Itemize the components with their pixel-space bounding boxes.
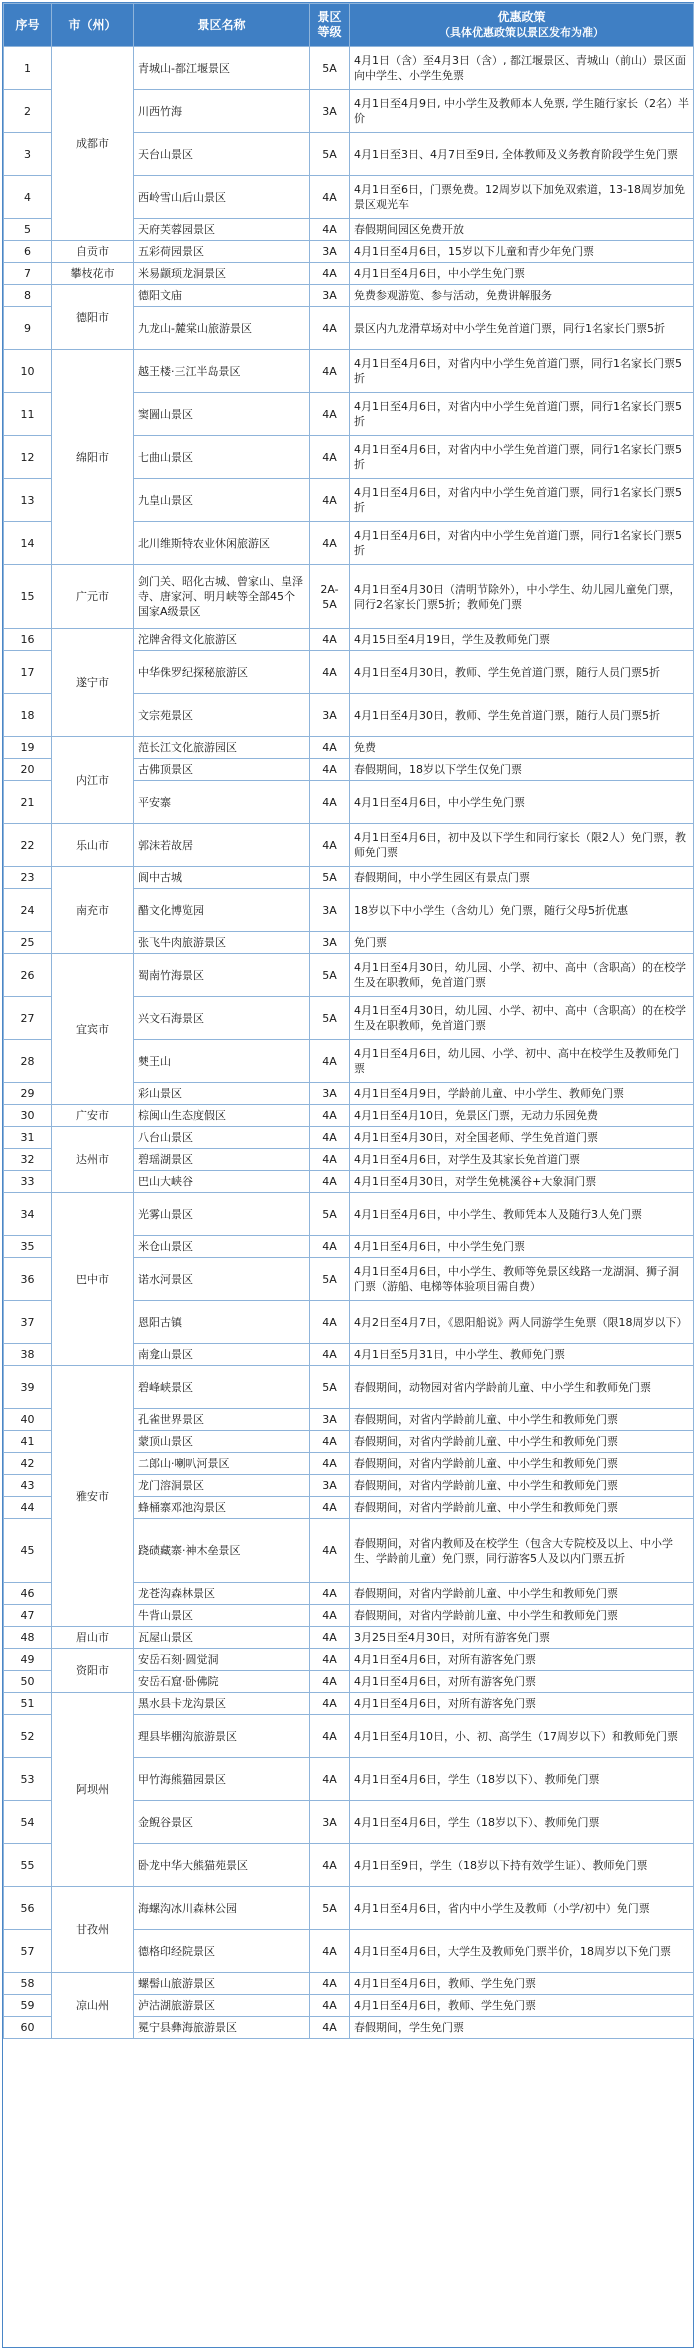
scenic-area-name: 僰王山	[134, 1040, 310, 1083]
scenic-area-name: 范长江文化旅游园区	[134, 737, 310, 759]
scenic-area-policy-table	[3, 3, 694, 2039]
table-row	[4, 1693, 694, 1715]
table-row	[4, 1193, 694, 1236]
scenic-area-name: 西岭雪山后山景区	[134, 176, 310, 219]
row-number: 59	[4, 1995, 52, 2017]
scenic-area-level: 4A	[310, 479, 350, 522]
discount-policy: 4月1日至4月30日，幼儿园、小学、初中、高中（含职高）的在校学生及在职教师，免首道门票	[350, 954, 694, 997]
scenic-area-level: 4A	[310, 263, 350, 285]
scenic-area-name: 蜀南竹海景区	[134, 954, 310, 997]
row-number: 1	[4, 47, 52, 90]
scenic-area-level: 3A	[310, 1409, 350, 1431]
discount-policy: 春假期间，对省内学龄前儿童、中小学生和教师免门票	[350, 1475, 694, 1497]
discount-policy: 4月1日至4月6日，对省内中小学生免首道门票，同行1名家长门票5折	[350, 393, 694, 436]
scenic-area-level: 4A	[310, 781, 350, 824]
scenic-area-name: 米易颛顼龙洞景区	[134, 263, 310, 285]
scenic-area-level: 4A	[310, 1715, 350, 1758]
scenic-area-level: 4A	[310, 176, 350, 219]
scenic-area-level: 4A	[310, 1127, 350, 1149]
discount-policy: 4月1日至4月30日，幼儿园、小学、初中、高中（含职高）的在校学生及在职教师，免首道门票	[350, 997, 694, 1040]
scenic-area-name: 碧瑶湖景区	[134, 1149, 310, 1171]
discount-policy: 4月1日至4月6日，幼儿园、小学、初中、高中在校学生及教师免门票	[350, 1040, 694, 1083]
scenic-area-name: 安岳石窟·卧佛院	[134, 1671, 310, 1693]
scenic-area-level: 4A	[310, 629, 350, 651]
scenic-area-name: 五彩荷园景区	[134, 241, 310, 263]
discount-policy: 4月1日至4月6日，对省内中小学生免首道门票，同行1名家长门票5折	[350, 479, 694, 522]
table-row	[4, 1105, 694, 1127]
scenic-area-name: 窦圌山景区	[134, 393, 310, 436]
scenic-area-name: 碧峰峡景区	[134, 1366, 310, 1409]
city-cell: 内江市	[52, 737, 134, 824]
scenic-area-name: 郭沫若故居	[134, 824, 310, 867]
discount-policy: 春假期间，对省内学龄前儿童、中小学生和教师免门票	[350, 1453, 694, 1475]
row-number: 31	[4, 1127, 52, 1149]
discount-policy: 4月1日至5月31日，中小学生、教师免门票	[350, 1344, 694, 1366]
scenic-area-name: 彩山景区	[134, 1083, 310, 1105]
scenic-area-level: 5A	[310, 1366, 350, 1409]
scenic-area-level: 4A	[310, 2017, 350, 2039]
discount-policy: 4月1日至4月6日，中小学生免门票	[350, 263, 694, 285]
scenic-area-level: 3A	[310, 1475, 350, 1497]
discount-policy: 4月1日至4月6日，省内中小学生及教师（小学/初中）免门票	[350, 1887, 694, 1930]
row-number: 51	[4, 1693, 52, 1715]
row-number: 60	[4, 2017, 52, 2039]
city-cell: 遂宁市	[52, 629, 134, 737]
scenic-area-level: 4A	[310, 307, 350, 350]
discount-policy: 4月1日至4月10日，小、初、高学生（17周岁以下）和教师免门票	[350, 1715, 694, 1758]
row-number: 13	[4, 479, 52, 522]
discount-policy: 春假期间，对省内学龄前儿童、中小学生和教师免门票	[350, 1583, 694, 1605]
discount-policy: 4月1日至4月6日，中小学生、教师等免景区线路一龙湖洞、狮子洞门票（游船、电梯等体验项目需自费）	[350, 1258, 694, 1301]
table-row	[4, 285, 694, 307]
scenic-area-name: 龙苍沟森林景区	[134, 1583, 310, 1605]
scenic-area-level: 4A	[310, 759, 350, 781]
scenic-area-name: 川西竹海	[134, 90, 310, 133]
discount-policy: 4月1日至4月6日，对学生及其家长免首道门票	[350, 1149, 694, 1171]
scenic-area-level: 4A	[310, 1583, 350, 1605]
discount-policy: 景区内九龙滑草场对中小学生免首道门票，同行1名家长门票5折	[350, 307, 694, 350]
discount-policy: 4月1日至4月6日，对省内中小学生免首道门票，同行1名家长门票5折	[350, 522, 694, 565]
scenic-area-level: 4A	[310, 1344, 350, 1366]
row-number: 56	[4, 1887, 52, 1930]
scenic-area-name: 北川维斯特农业休闲旅游区	[134, 522, 310, 565]
table-row	[4, 350, 694, 393]
policy-table-sheet	[2, 2, 694, 2348]
discount-policy: 4月1日（含）至4月3日（含）, 都江堰景区、青城山（前山）景区面向中学生、小学生免票	[350, 47, 694, 90]
city-cell: 凉山州	[52, 1973, 134, 2039]
scenic-area-name: 九龙山-麓棠山旅游景区	[134, 307, 310, 350]
city-cell: 乐山市	[52, 824, 134, 867]
discount-policy: 4月1日至4月10日，免景区门票，无动力乐园免费	[350, 1105, 694, 1127]
row-number: 36	[4, 1258, 52, 1301]
row-number: 15	[4, 565, 52, 629]
discount-policy: 3月25日至4月30日，对所有游客免门票	[350, 1627, 694, 1649]
scenic-area-name: 龙门溶洞景区	[134, 1475, 310, 1497]
row-number: 52	[4, 1715, 52, 1758]
scenic-area-level: 4A	[310, 1497, 350, 1519]
row-number: 26	[4, 954, 52, 997]
row-number: 32	[4, 1149, 52, 1171]
scenic-area-level: 4A	[310, 1431, 350, 1453]
scenic-area-name: 冕宁县彝海旅游景区	[134, 2017, 310, 2039]
row-number: 16	[4, 629, 52, 651]
scenic-area-level: 4A	[310, 522, 350, 565]
discount-policy: 4月1日至4月6日，学生（18岁以下）、教师免门票	[350, 1758, 694, 1801]
scenic-area-level: 5A	[310, 867, 350, 889]
row-number: 48	[4, 1627, 52, 1649]
scenic-area-name: 棕闽山生态度假区	[134, 1105, 310, 1127]
scenic-area-level: 4A	[310, 1040, 350, 1083]
table-body	[4, 47, 694, 2039]
scenic-area-level: 5A	[310, 47, 350, 90]
scenic-area-name: 米仓山景区	[134, 1236, 310, 1258]
row-number: 24	[4, 889, 52, 932]
city-cell: 成都市	[52, 47, 134, 241]
scenic-area-name: 天台山景区	[134, 133, 310, 176]
scenic-area-level: 4A	[310, 393, 350, 436]
table-row	[4, 1366, 694, 1409]
discount-policy: 4月1日至4月6日，教师、学生免门票	[350, 1973, 694, 1995]
scenic-area-level: 3A	[310, 1801, 350, 1844]
table-row	[4, 241, 694, 263]
scenic-area-name: 巴山大峡谷	[134, 1171, 310, 1193]
discount-policy: 春假期间，动物园对省内学龄前儿童、中小学生和教师免门票	[350, 1366, 694, 1409]
scenic-area-name: 文宗苑景区	[134, 694, 310, 737]
discount-policy: 4月1日至4月6日，学生（18岁以下）、教师免门票	[350, 1801, 694, 1844]
scenic-area-level: 4A	[310, 1844, 350, 1887]
scenic-area-name: 天府芙蓉园景区	[134, 219, 310, 241]
scenic-area-level: 4A	[310, 1627, 350, 1649]
table-row	[4, 954, 694, 997]
scenic-area-level: 4A	[310, 651, 350, 694]
scenic-area-name: 中华侏罗纪探秘旅游区	[134, 651, 310, 694]
scenic-area-level: 4A	[310, 1149, 350, 1171]
scenic-area-name: 螺髻山旅游景区	[134, 1973, 310, 1995]
header-no: 序号	[4, 4, 52, 47]
discount-policy: 4月1日至4月6日，对所有游客免门票	[350, 1649, 694, 1671]
discount-policy: 春假期间，对省内学龄前儿童、中小学生和教师免门票	[350, 1497, 694, 1519]
city-cell: 自贡市	[52, 241, 134, 263]
table-row	[4, 737, 694, 759]
discount-policy: 4月1日至4月6日，对省内中小学生免首道门票，同行1名家长门票5折	[350, 436, 694, 479]
header-policy-note: （具体优惠政策以景区发布为准）	[439, 26, 604, 39]
row-number: 6	[4, 241, 52, 263]
scenic-area-level: 4A	[310, 1649, 350, 1671]
row-number: 37	[4, 1301, 52, 1344]
discount-policy: 4月1日至4月30日（清明节除外），中小学生、幼儿园儿童免门票，同行2名家长门票5折；教师免门票	[350, 565, 694, 629]
scenic-area-name: 阆中古城	[134, 867, 310, 889]
scenic-area-name: 德格印经院景区	[134, 1930, 310, 1973]
scenic-area-name: 孔雀世界景区	[134, 1409, 310, 1431]
table-row	[4, 867, 694, 889]
row-number: 45	[4, 1519, 52, 1583]
row-number: 53	[4, 1758, 52, 1801]
discount-policy: 4月1日至4月6日，初中及以下学生和同行家长（限2人）免门票，教师免门票	[350, 824, 694, 867]
scenic-area-name: 金鲵谷景区	[134, 1801, 310, 1844]
row-number: 34	[4, 1193, 52, 1236]
row-number: 20	[4, 759, 52, 781]
discount-policy: 4月15日至4月19日，学生及教师免门票	[350, 629, 694, 651]
row-number: 58	[4, 1973, 52, 1995]
scenic-area-name: 兴文石海景区	[134, 997, 310, 1040]
scenic-area-level: 4A	[310, 1236, 350, 1258]
scenic-area-level: 4A	[310, 1693, 350, 1715]
scenic-area-name: 海螺沟冰川森林公园	[134, 1887, 310, 1930]
table-row	[4, 1649, 694, 1671]
row-number: 30	[4, 1105, 52, 1127]
scenic-area-name: 德阳文庙	[134, 285, 310, 307]
discount-policy: 免费参观游览、参与活动，免费讲解服务	[350, 285, 694, 307]
header-name: 景区名称	[134, 4, 310, 47]
header-level-line-2: 等级	[317, 25, 342, 39]
scenic-area-name: 沱牌舍得文化旅游区	[134, 629, 310, 651]
discount-policy: 免费	[350, 737, 694, 759]
row-number: 46	[4, 1583, 52, 1605]
scenic-area-name: 张飞牛肉旅游景区	[134, 932, 310, 954]
discount-policy: 春假期间，对省内学龄前儿童、中小学生和教师免门票	[350, 1431, 694, 1453]
scenic-area-level: 4A	[310, 1105, 350, 1127]
discount-policy: 4月1日至4月6日，对省内中小学生免首道门票，同行1名家长门票5折	[350, 350, 694, 393]
scenic-area-level: 4A	[310, 350, 350, 393]
scenic-area-name: 泸沽湖旅游景区	[134, 1995, 310, 2017]
row-number: 39	[4, 1366, 52, 1409]
discount-policy: 春假期间，中小学生园区有景点门票	[350, 867, 694, 889]
row-number: 43	[4, 1475, 52, 1497]
city-cell: 甘孜州	[52, 1887, 134, 1973]
row-number: 17	[4, 651, 52, 694]
row-number: 21	[4, 781, 52, 824]
city-cell: 德阳市	[52, 285, 134, 350]
scenic-area-name: 平安寨	[134, 781, 310, 824]
row-number: 22	[4, 824, 52, 867]
discount-policy: 4月1日至4月30日，教师、学生免首道门票，随行人员门票5折	[350, 694, 694, 737]
header-city: 市（州）	[52, 4, 134, 47]
scenic-area-name: 南龛山景区	[134, 1344, 310, 1366]
discount-policy: 4月1日至4月6日，教师、学生免门票	[350, 1995, 694, 2017]
scenic-area-level: 5A	[310, 997, 350, 1040]
row-number: 27	[4, 997, 52, 1040]
scenic-area-name: 古佛顶景区	[134, 759, 310, 781]
row-number: 19	[4, 737, 52, 759]
discount-policy: 4月1日至4月6日，中小学生、教师凭本人及随行3人免门票	[350, 1193, 694, 1236]
scenic-area-name: 越王楼·三江半岛景区	[134, 350, 310, 393]
row-number: 49	[4, 1649, 52, 1671]
city-cell: 广元市	[52, 565, 134, 629]
row-number: 7	[4, 263, 52, 285]
scenic-area-level: 3A	[310, 889, 350, 932]
discount-policy: 18岁以下中小学生（含幼儿）免门票，随行父母5折优惠	[350, 889, 694, 932]
table-row	[4, 1887, 694, 1930]
city-cell: 雅安市	[52, 1366, 134, 1627]
city-cell: 攀枝花市	[52, 263, 134, 285]
scenic-area-name: 二郎山·喇叭河景区	[134, 1453, 310, 1475]
scenic-area-name: 蜂桶寨邓池沟景区	[134, 1497, 310, 1519]
row-number: 47	[4, 1605, 52, 1627]
discount-policy: 4月1日至4月6日，对所有游客免门票	[350, 1693, 694, 1715]
row-number: 12	[4, 436, 52, 479]
discount-policy: 4月2日至4月7日，《恩阳船说》两人同游学生免票（限18周岁以下）	[350, 1301, 694, 1344]
row-number: 4	[4, 176, 52, 219]
row-number: 35	[4, 1236, 52, 1258]
scenic-area-name: 青城山-都江堰景区	[134, 47, 310, 90]
scenic-area-level: 5A	[310, 133, 350, 176]
scenic-area-level: 3A	[310, 932, 350, 954]
scenic-area-name: 恩阳古镇	[134, 1301, 310, 1344]
table-row	[4, 824, 694, 867]
row-number: 11	[4, 393, 52, 436]
scenic-area-name: 瓦屋山景区	[134, 1627, 310, 1649]
table-header	[4, 4, 694, 47]
scenic-area-level: 4A	[310, 1453, 350, 1475]
discount-policy: 4月1日至4月9日, 中小学生及教师本人免票, 学生随行家长（2名）半价	[350, 90, 694, 133]
discount-policy: 4月1日至4月6日，中小学生免门票	[350, 1236, 694, 1258]
row-number: 18	[4, 694, 52, 737]
row-number: 55	[4, 1844, 52, 1887]
discount-policy: 4月1日至4月6日，大学生及教师免门票半价，18周岁以下免门票	[350, 1930, 694, 1973]
scenic-area-name: 七曲山景区	[134, 436, 310, 479]
scenic-area-level: 5A	[310, 954, 350, 997]
scenic-area-level: 5A	[310, 1193, 350, 1236]
scenic-area-name: 八台山景区	[134, 1127, 310, 1149]
table-row	[4, 1973, 694, 1995]
city-cell: 阿坝州	[52, 1693, 134, 1887]
discount-policy: 4月1日至3日、4月7日至9日, 全体教师及义务教育阶段学生免门票	[350, 133, 694, 176]
row-number: 44	[4, 1497, 52, 1519]
header-level-line-1: 景区	[317, 10, 342, 24]
row-number: 42	[4, 1453, 52, 1475]
row-number: 38	[4, 1344, 52, 1366]
scenic-area-level: 2A-5A	[310, 565, 350, 629]
scenic-area-level: 4A	[310, 219, 350, 241]
row-number: 8	[4, 285, 52, 307]
discount-policy: 4月1日至4月6日，对所有游客免门票	[350, 1671, 694, 1693]
discount-policy: 春假期间，对省内教师及在校学生（包含大专院校及以上、中小学生、学龄前儿童）免门票，同行游客5人及以内门票五折	[350, 1519, 694, 1583]
discount-policy: 春假期间，对省内学龄前儿童、中小学生和教师免门票	[350, 1409, 694, 1431]
row-number: 14	[4, 522, 52, 565]
city-cell: 资阳市	[52, 1649, 134, 1693]
row-number: 10	[4, 350, 52, 393]
scenic-area-level: 4A	[310, 737, 350, 759]
table-row	[4, 263, 694, 285]
table-row	[4, 629, 694, 651]
scenic-area-name: 醋文化博览园	[134, 889, 310, 932]
scenic-area-name: 跷碛藏寨·神木垒景区	[134, 1519, 310, 1583]
scenic-area-level: 3A	[310, 1083, 350, 1105]
row-number: 5	[4, 219, 52, 241]
header-policy-title: 优惠政策	[497, 10, 546, 24]
discount-policy: 4月1日至4月30日，对全国老师、学生免首道门票	[350, 1127, 694, 1149]
table-row	[4, 1127, 694, 1149]
scenic-area-level: 3A	[310, 90, 350, 133]
city-cell: 达州市	[52, 1127, 134, 1193]
discount-policy: 4月1日至6日，门票免费。12周岁以下加免双索道，13-18周岁加免景区观光车	[350, 176, 694, 219]
discount-policy: 4月1日至4月6日，15岁以下儿童和青少年免门票	[350, 241, 694, 263]
scenic-area-name: 理县毕棚沟旅游景区	[134, 1715, 310, 1758]
discount-policy: 4月1日至4月30日，对学生免桃溪谷+大象洞门票	[350, 1171, 694, 1193]
scenic-area-name: 安岳石刻·圆觉洞	[134, 1649, 310, 1671]
row-number: 3	[4, 133, 52, 176]
scenic-area-level: 3A	[310, 694, 350, 737]
scenic-area-level: 4A	[310, 1973, 350, 1995]
row-number: 29	[4, 1083, 52, 1105]
row-number: 40	[4, 1409, 52, 1431]
row-number: 25	[4, 932, 52, 954]
discount-policy: 4月1日至9日，学生（18岁以下持有效学生证）、教师免门票	[350, 1844, 694, 1887]
scenic-area-level: 4A	[310, 1301, 350, 1344]
discount-policy: 4月1日至4月30日，教师、学生免首道门票，随行人员门票5折	[350, 651, 694, 694]
discount-policy: 春假期间，对省内学龄前儿童、中小学生和教师免门票	[350, 1605, 694, 1627]
header-level	[310, 4, 350, 47]
scenic-area-level: 4A	[310, 1519, 350, 1583]
scenic-area-level: 4A	[310, 1171, 350, 1193]
scenic-area-name: 九皇山景区	[134, 479, 310, 522]
discount-policy: 春假期间园区免费开放	[350, 219, 694, 241]
row-number: 2	[4, 90, 52, 133]
scenic-area-level: 4A	[310, 824, 350, 867]
header-policy	[350, 4, 694, 47]
scenic-area-name: 诺水河景区	[134, 1258, 310, 1301]
discount-policy: 4月1日至4月9日，学龄前儿童、中小学生、教师免门票	[350, 1083, 694, 1105]
scenic-area-level: 5A	[310, 1258, 350, 1301]
row-number: 9	[4, 307, 52, 350]
discount-policy: 免门票	[350, 932, 694, 954]
scenic-area-name: 光雾山景区	[134, 1193, 310, 1236]
row-number: 33	[4, 1171, 52, 1193]
scenic-area-name: 蒙顶山景区	[134, 1431, 310, 1453]
discount-policy: 4月1日至4月6日，中小学生免门票	[350, 781, 694, 824]
city-cell: 南充市	[52, 867, 134, 954]
scenic-area-name: 黑水县卡龙沟景区	[134, 1693, 310, 1715]
city-cell: 宜宾市	[52, 954, 134, 1105]
table-row	[4, 47, 694, 90]
scenic-area-level: 4A	[310, 1671, 350, 1693]
table-row	[4, 1627, 694, 1649]
scenic-area-level: 3A	[310, 285, 350, 307]
scenic-area-level: 5A	[310, 1887, 350, 1930]
scenic-area-level: 4A	[310, 436, 350, 479]
row-number: 54	[4, 1801, 52, 1844]
scenic-area-level: 4A	[310, 1930, 350, 1973]
city-cell: 眉山市	[52, 1627, 134, 1649]
row-number: 50	[4, 1671, 52, 1693]
discount-policy: 春假期间，学生免门票	[350, 2017, 694, 2039]
scenic-area-level: 3A	[310, 241, 350, 263]
row-number: 57	[4, 1930, 52, 1973]
scenic-area-level: 4A	[310, 1758, 350, 1801]
scenic-area-name: 牛背山景区	[134, 1605, 310, 1627]
row-number: 41	[4, 1431, 52, 1453]
scenic-area-name: 甲竹海熊猫园景区	[134, 1758, 310, 1801]
city-cell: 绵阳市	[52, 350, 134, 565]
scenic-area-level: 4A	[310, 1605, 350, 1627]
city-cell: 巴中市	[52, 1193, 134, 1366]
row-number: 23	[4, 867, 52, 889]
scenic-area-name: 剑门关、昭化古城、曾家山、皇泽寺、唐家河、明月峡等全部45个国家A级景区	[134, 565, 310, 629]
row-number: 28	[4, 1040, 52, 1083]
scenic-area-name: 卧龙中华大熊猫苑景区	[134, 1844, 310, 1887]
discount-policy: 春假期间，18岁以下学生仅免门票	[350, 759, 694, 781]
table-row	[4, 565, 694, 629]
scenic-area-level: 4A	[310, 1995, 350, 2017]
city-cell: 广安市	[52, 1105, 134, 1127]
